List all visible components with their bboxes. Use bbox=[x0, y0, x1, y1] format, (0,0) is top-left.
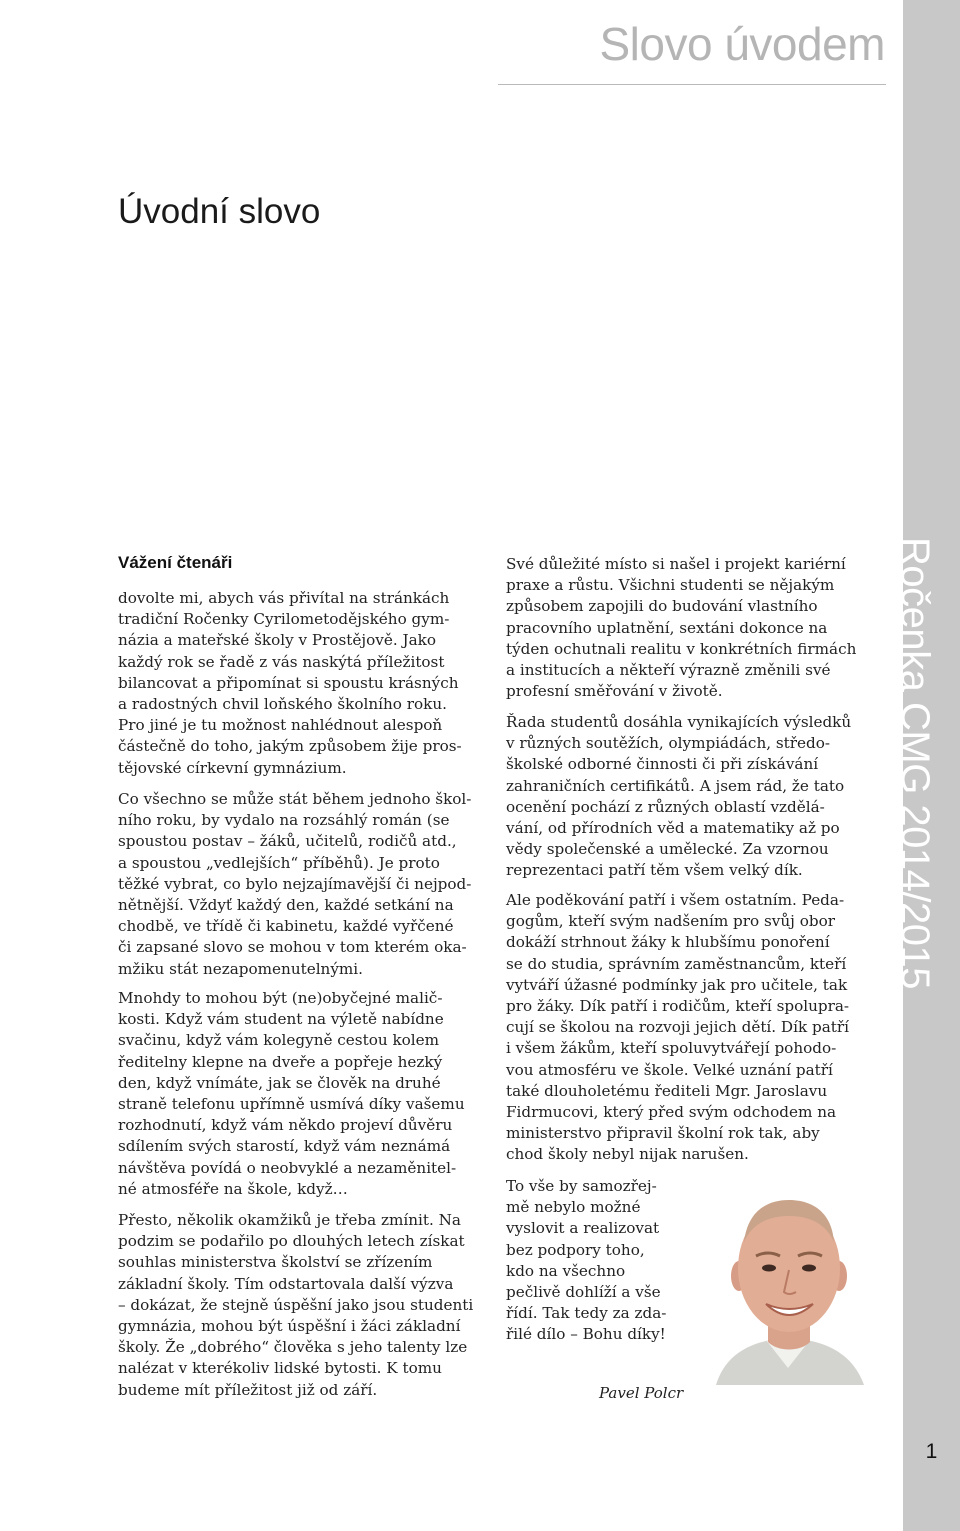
header-divider bbox=[498, 84, 886, 85]
text-line: cují se školou na rozvoji jejich dětí. Dík patří bbox=[506, 1018, 849, 1037]
text-line: – dokázat, že stejně úspěšní jako jsou studenti bbox=[118, 1295, 474, 1314]
text-line: či zapsané slovo se mohou v tom kterém oka- bbox=[118, 938, 467, 957]
text-line: školy. Že „dobrého“ člověka s jeho talenty lze bbox=[118, 1338, 468, 1357]
author-signature: Pavel Polcr bbox=[599, 1384, 684, 1402]
text-line: částečně do toho, jakým způsobem žije pros- bbox=[118, 737, 462, 756]
text-line: Přesto, několik okamžiků je třeba zmínit. Na bbox=[118, 1211, 461, 1229]
text-line: a spoustou „vedlejších“ příběhů). Je proto bbox=[118, 853, 440, 872]
text-line: bilancovat a připomínat si spoustu krásných bbox=[118, 673, 459, 692]
text-line: ministerstvo připravil školní rok tak, aby bbox=[506, 1124, 820, 1143]
text-line: vytváří úžasné podmínky jak pro učitele, tak bbox=[506, 975, 848, 994]
text-line: dokáží strhnout žáky k hlubšímu ponoření bbox=[506, 933, 830, 952]
text-line: Pro jiné je tu možnost nahlédnout alespoň bbox=[118, 716, 443, 735]
right-paragraph-3 bbox=[506, 890, 849, 1166]
text-line: kosti. Když vám student na výletě nabídne bbox=[118, 1010, 444, 1029]
greeting-heading: Vážení čtenáři bbox=[118, 553, 233, 572]
text-line: bez podpory toho, bbox=[506, 1240, 645, 1259]
text-line: To vše by samozřej- bbox=[506, 1177, 657, 1195]
text-line: praxe a růstu. Všichni studenti se nějakým bbox=[506, 576, 835, 595]
text-line: v různých soutěžích, olympiádách, středo- bbox=[506, 734, 831, 753]
text-line: tradiční Ročenky Cyrilometodějského gym- bbox=[118, 610, 450, 629]
text-line: tějovské církevní gymnázium. bbox=[118, 758, 347, 777]
text-line: také dlouholetému řediteli Mgr. Jaroslavu bbox=[506, 1081, 828, 1100]
section-header: Slovo úvodem bbox=[599, 18, 885, 70]
text-line: den, když vnímáte, jak se člověk na druhé bbox=[118, 1073, 441, 1092]
text-line: nalézat v kterékoliv lidské bytosti. K tomu bbox=[118, 1359, 442, 1378]
text-line: a institucích a někteří výrazně změnili své bbox=[506, 661, 831, 680]
text-line: pracovního uplatnění, sextáni dokonce na bbox=[506, 618, 828, 637]
text-line: kdo na všechno bbox=[506, 1261, 626, 1280]
text-line: ního roku, by vydalo na rozsáhlý román (se bbox=[118, 811, 450, 830]
text-line: straně telefonu upřímně usmívá díky vašemu bbox=[118, 1095, 465, 1114]
text-line: podzim se podařilo po dlouhých letech získat bbox=[118, 1232, 465, 1251]
text-line: sdílením svých starostí, když vám neznámá bbox=[118, 1137, 451, 1156]
left-paragraph-2 bbox=[118, 789, 471, 980]
text-line: budeme mít příležitost již od září. bbox=[118, 1380, 378, 1399]
text-line: zahraničních certifikátů. A jsem rád, že tato bbox=[506, 776, 845, 795]
text-line: řilé dílo – Bohu díky! bbox=[506, 1325, 666, 1344]
text-line: gymnázia, mohou být úspěšní i žáci základní bbox=[118, 1317, 461, 1336]
left-paragraph-3 bbox=[118, 988, 465, 1200]
right-paragraph-2 bbox=[506, 712, 851, 882]
text-line: návštěva povídá o neobvyklé a nezaměnitel- bbox=[118, 1158, 457, 1177]
text-line: vědy společenské a umělecké. Za vzornou bbox=[506, 840, 829, 859]
text-line: pečlivě dohlíží a vše bbox=[506, 1283, 661, 1302]
author-portrait bbox=[706, 1180, 871, 1385]
text-line: pro žáky. Dík patří i rodičům, kteří spolupra- bbox=[506, 997, 850, 1016]
right-paragraph-1 bbox=[506, 554, 856, 702]
text-line: základní školy. Tím odstartovala další výzva bbox=[118, 1274, 454, 1293]
text-line: týden ochutnali realitu v konkrétních firmách bbox=[506, 639, 857, 658]
text-line: mě nebylo možné bbox=[506, 1198, 641, 1217]
text-line: i všem žákům, kteří spoluvytvářejí pohodo- bbox=[506, 1039, 837, 1058]
text-line: dovolte mi, abych vás přivítal na stránkách bbox=[118, 589, 450, 607]
text-line: Fidrmucovi, který před svým odchodem na bbox=[506, 1103, 837, 1122]
text-line: Ale poděkování patří i všem ostatním. Peda- bbox=[506, 891, 845, 909]
left-paragraph-4 bbox=[118, 1210, 473, 1401]
text-line: řídí. Tak tedy za zda- bbox=[506, 1304, 667, 1323]
text-line: Řada studentů dosáhla vynikajících výsledků bbox=[506, 713, 852, 731]
text-line: profesní směřování v životě. bbox=[506, 682, 723, 701]
text-line: vání, od přírodních věd a matematiky až po bbox=[506, 819, 840, 838]
text-line: a radostných chvil loňského školního roku. bbox=[118, 695, 447, 714]
page-number: 1 bbox=[925, 1440, 938, 1463]
text-line: ředitelny klepne na dveře a popřeje hezký bbox=[118, 1052, 443, 1071]
text-line: souhlas ministerstva školství se zřízením bbox=[118, 1253, 433, 1272]
text-line: způsobem zapojili do budování vlastního bbox=[506, 597, 818, 616]
text-line: vou atmosféru ve škole. Velké uznání patří bbox=[506, 1060, 833, 1079]
right-paragraph-4 bbox=[506, 1176, 666, 1346]
text-line: nětnější. Vždyť každý den, každé setkání na bbox=[118, 896, 454, 915]
author-portrait-illustration bbox=[706, 1180, 871, 1385]
text-line: těžké vybrat, co bylo nejzajímavější či nejpod- bbox=[118, 874, 472, 893]
text-line: chod školy nebyl nijak narušen. bbox=[506, 1145, 749, 1164]
text-line: ocenění pochází z různých oblastí vzdělá- bbox=[506, 797, 825, 816]
left-paragraph-1 bbox=[118, 588, 462, 779]
text-line: se do studia, správním zaměstnancům, kteří bbox=[506, 954, 847, 973]
text-line: Co všechno se může stát během jednoho škol- bbox=[118, 790, 472, 808]
text-line: né atmosféře na škole, když… bbox=[118, 1179, 348, 1198]
text-line: každý rok se řadě z vás naskýtá příležitost bbox=[118, 652, 445, 671]
text-line: spoustou postav – žáků, učitelů, rodičů atd., bbox=[118, 832, 457, 851]
text-line: názia a mateřské školy v Prostějově. Jako bbox=[118, 631, 436, 650]
text-line: svačinu, když vám kolegyně cestou kolem bbox=[118, 1031, 440, 1050]
text-line: Své důležité místo si našel i projekt kariérní bbox=[506, 555, 846, 573]
text-line: vyslovit a realizovat bbox=[506, 1219, 660, 1238]
text-line: Mnohdy to mohou být (ne)obyčejné malič- bbox=[118, 989, 443, 1007]
text-line: reprezentaci patří těm všem velký dík. bbox=[506, 861, 803, 880]
page-title: Úvodní slovo bbox=[118, 192, 321, 231]
yearbook-side-label: Ročenka CMG 2014/2015 bbox=[893, 537, 937, 989]
text-line: chodbě, ve třídě či kabinetu, každé vyřčené bbox=[118, 917, 454, 936]
text-line: rozhodnutí, když vám někdo projeví důvěru bbox=[118, 1116, 453, 1135]
text-line: školské odborné činnosti či při získávání bbox=[506, 755, 819, 774]
text-line: gogům, kteří svým nadšením pro svůj obor bbox=[506, 912, 835, 931]
text-line: mžiku stát nezapomenutelnými. bbox=[118, 959, 363, 978]
